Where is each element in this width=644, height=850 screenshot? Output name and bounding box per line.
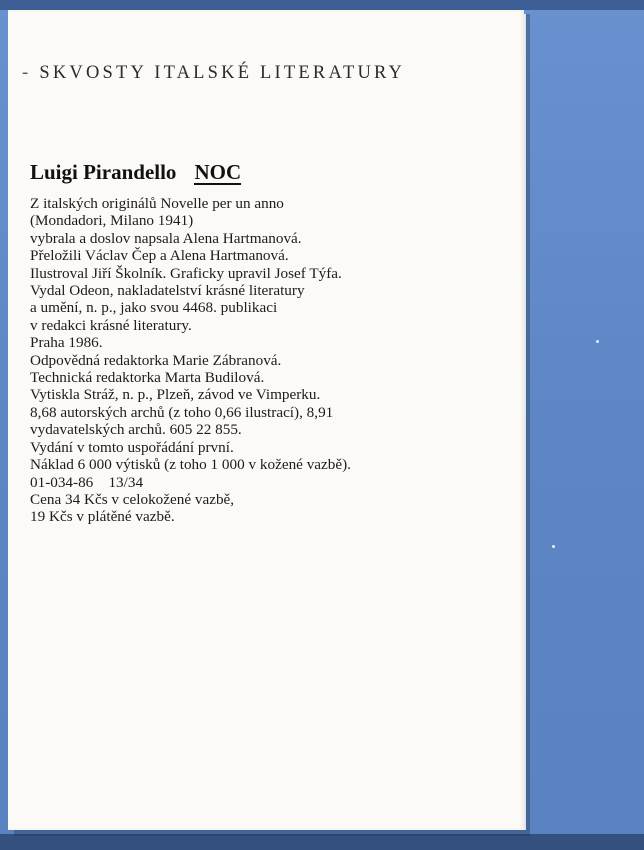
book-heading bbox=[30, 160, 241, 185]
cover-speck bbox=[552, 545, 555, 548]
imprint-line: Praha 1986. bbox=[30, 334, 103, 352]
imprint-line: Cena 34 Kčs v celokožené vazbě, bbox=[30, 490, 235, 508]
colophon-page bbox=[8, 10, 524, 830]
series-dash: - bbox=[22, 63, 32, 83]
author-name: Luigi Pirandello bbox=[30, 160, 177, 184]
imprint-line: (Mondadori, Milano 1941) bbox=[30, 212, 194, 230]
imprint-line: Odpovědná redaktorka Marie Zábranová. bbox=[30, 351, 282, 369]
imprint-text bbox=[30, 195, 351, 526]
imprint-line: Vydal Odeon, nakladatelství krásné literatury bbox=[30, 282, 305, 300]
imprint-line: vybrala a doslov napsala Alena Hartmanová. bbox=[30, 229, 302, 247]
imprint-line: a umění, n. p., jako svou 4468. publikaci bbox=[30, 299, 278, 317]
imprint-line: Vydání v tomto uspořádání první. bbox=[30, 438, 234, 456]
cover-speck bbox=[596, 340, 599, 343]
imprint-line: Přeložili Václav Čep a Alena Hartmanová. bbox=[30, 247, 289, 265]
imprint-line: Ilustroval Jiří Školník. Graficky upravil Josef Týfa. bbox=[30, 264, 342, 282]
imprint-line: v redakci krásné literatury. bbox=[30, 316, 192, 334]
imprint-line: 8,68 autorských archů (z toho 0,66 ilustrací), 8,91 bbox=[30, 403, 334, 421]
series-name: SKVOSTY ITALSKÉ LITERATURY bbox=[39, 63, 406, 83]
cover-bottom-edge bbox=[0, 834, 644, 850]
imprint-line: Technická redaktorka Marta Budilová. bbox=[30, 369, 265, 387]
cover-top-edge bbox=[0, 0, 644, 10]
imprint-line: Z italských originálů Novelle per un anno bbox=[30, 195, 284, 212]
series-title bbox=[22, 63, 405, 84]
book-title: NOC bbox=[194, 160, 242, 184]
imprint-line: Náklad 6 000 výtisků (z toho 1 000 v kožené vazbě). bbox=[30, 456, 351, 474]
imprint-line: 01-034-86 13/34 bbox=[30, 473, 144, 491]
imprint-line: 19 Kčs v plátěné vazbě. bbox=[30, 508, 175, 526]
imprint-line: Vytiskla Stráž, n. p., Plzeň, závod ve Vimperku. bbox=[30, 386, 321, 404]
imprint-line: vydavatelských archů. 605 22 855. bbox=[30, 421, 242, 439]
